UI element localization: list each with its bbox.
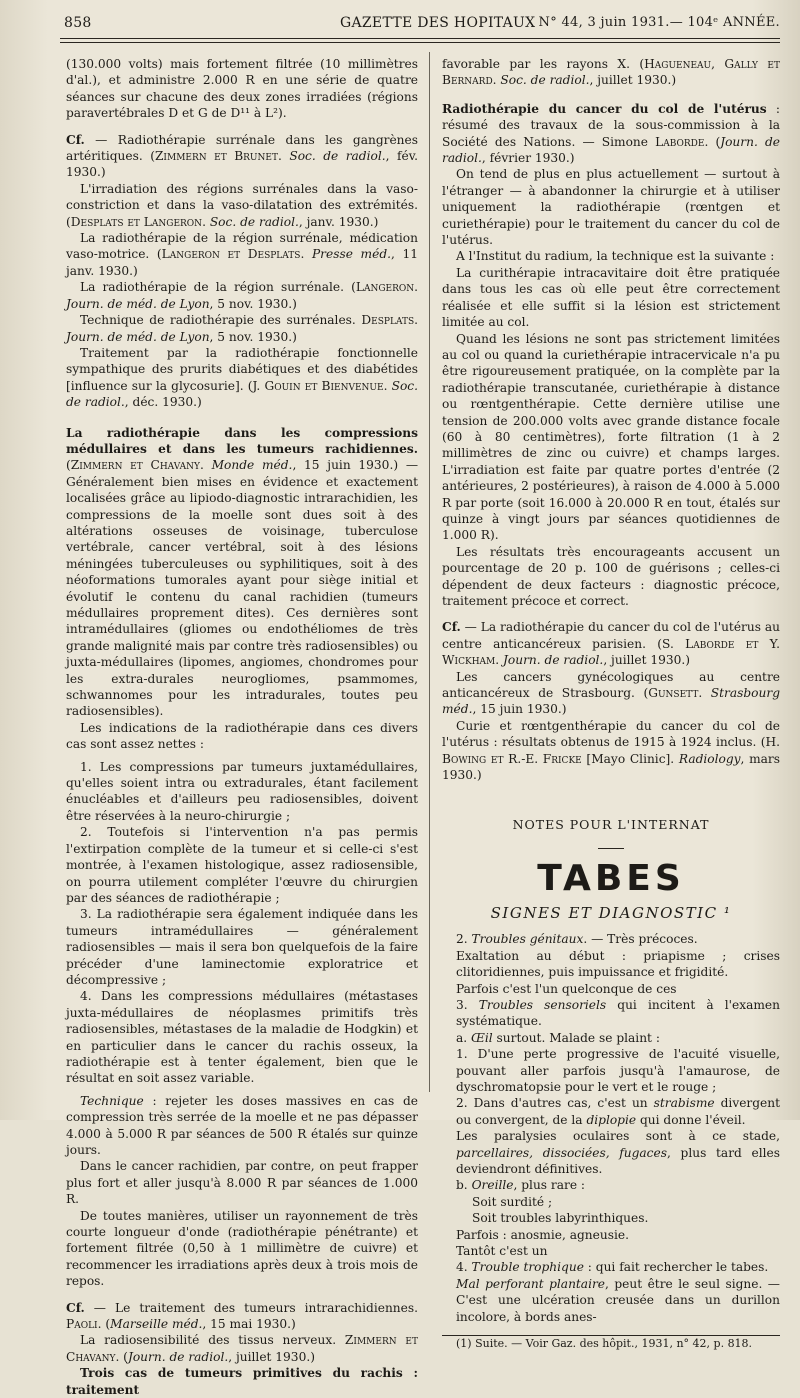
list-item: 2. Toutefois si l'intervention n'a pas permis l'extirpation complète de la tumeur et si celle-ci s'est montrée, à l'examen histologique, assez radiosensible, on pourra utilement compléter l'œuvre du chirurgien par des séances de radiothérapie ; xyxy=(66,825,418,905)
paragraph: Exaltation au début : priapisme ; crises clitoridiennes, puis impuissance et frigidité. xyxy=(456,948,780,980)
paragraph: Tantôt c'est un xyxy=(456,1244,548,1258)
list-item: 2. Dans d'autres cas, c'est un strabisme divergent ou convergent, de la diplopie qui donne l'éveil. xyxy=(456,1096,781,1127)
list-item: 3. Troubles sensoriels qui incitent à l'examen systématique. xyxy=(456,997,780,1029)
paragraph: Quand les lésions ne sont pas strictement limitées au col ou quand la curiethérapie intracervicale n'a pu être rigoureusement pratiquée, on la complète par la radiothérapie transcutanée, curiethérapie à distance ou rœntgenthérapie. Cette dernière utilise une tension de 200.000 volts avec grande distance focale (60 à 80 centimètres), forte filtration (1 à 2 millimètres de zinc ou cuivre) et champs larges. L'irradiation est faite par quatre portes d'entrée (2 antérieures, 2 postérieures), à raison de 4.000 à 5.000 R par porte (soit 16.000 à 20.000 R en tout, étalés sur quinze à vingt jours par séances quotidiennes de 1.000 R). xyxy=(442,331,780,543)
section-heading: La radiothérapie dans les compressions médullaires et dans les tumeurs rachidiennes. (Zimmern et Chavany. Monde méd., 15 juin 1930.) — Généralement bien mises en évidence et exactement localisées grâce au lipiodo-diagnostic intrarachidien, les compressions de la moelle sont dues soit à des altérations osseuses de voisinage, tuberculose vertébrale, cancer vertébral, soit à des lésions méningées tuberculeuses ou syphilitiques, soit à des néoformations tumorales ayant pour siège initial et évolutif le contenu du canal rachidien (tumeurs médullaires proprement dites). Ces dernières sont intramédullaires (gliomes ou endothéliomes de très grande malignité mais par contre très radiosensibles) ou juxta-médullaires (lipomes, angiomes, chondromes pour les extra-durales neurogliomes, psammomes, schwannomes pour les intradurales, toutes peu radiosensibles). xyxy=(66,425,419,719)
issue-info: N° 44, 3 juin 1931.— 104ᵉ ANNÉE. xyxy=(538,15,780,30)
paragraph: On tend de plus en plus actuellement — surtout à l'étranger — à abandonner la chirurgie et à utiliser uniquement la radiothérapie (rœntgen et curiethérapie) pour le traitement du cancer du col de l'utérus. xyxy=(442,167,780,248)
citation: Les cancers gynécologiques au centre anticancéreux de Strasbourg. (Gunsett. Strasbourg méd., 15 juin 1930.) xyxy=(442,669,780,717)
header-rule xyxy=(60,38,780,39)
list-item: 3. La radiothérapie sera également indiquée dans les tumeurs intramédullaires — généralement radiosensibles — mais il sera bon quelquefois de la faire précéder d'une laminectomie exploratrice et décompressive ; xyxy=(66,907,418,987)
paragraph: Les indications de la radiothérapie dans ces divers cas sont assez nettes : xyxy=(66,720,418,752)
article-title: TABES xyxy=(537,857,685,899)
paragraph: Parfois c'est l'un quelconque de ces xyxy=(456,981,677,996)
paragraph: La curithérapie intracavitaire doit être pratiquée dans tous les cas où elle peut être correctement réalisée et elle suffit si la lésion est strictement limitée au col. xyxy=(442,265,780,330)
citation: Cf. — La radiothérapie du cancer du col de l'utérus au centre anticancéreux parisien. (S. Laborde et Y. Wickham. Journ. de radiol., juillet 1930.) xyxy=(442,620,780,668)
citation: La radiothérapie de la région surrénale. (Langeron. Journ. de méd. de Lyon, 5 nov. 1930.) xyxy=(66,280,418,311)
article-body xyxy=(442,931,780,1325)
list-item: 4. Dans les compressions médullaires (métastases juxta-médullaires de néoplasmes primitifs très radiosensibles, métastases de la maladie de Hodgkin) et en particulier dans le cancer du rachis osseux, la radiothérapie est à tenter également, bien que le résultat en soit assez variable. xyxy=(66,989,418,1086)
header-rule-second xyxy=(60,42,780,43)
paragraph: Les paralysies oculaires sont à ce stade, parcellaires, dissociées, fugaces, plus tard elles deviendront définitives. xyxy=(456,1129,780,1176)
paragraph: De toutes manières, utiliser un rayonnement de très courte longueur d'onde (radiothérapie pénétrante) et fortement filtrée (0,50 à 1 millimètre de cuivre) et recommencer les irradiations après deux à trois mois de repos. xyxy=(66,1208,418,1289)
list-item: 4. Trouble trophique : qui fait rechercher le tabes. xyxy=(456,1260,769,1275)
paragraph: A l'Institut du radium, la technique est la suivante : xyxy=(456,249,775,264)
article-subtitle: SIGNES ET DIAGNOSTIC ¹ xyxy=(490,903,732,922)
list-item: b. Oreille, plus rare : xyxy=(456,1178,586,1193)
citation: L'irradiation des régions surrénales dans la vaso-constriction et dans la vaso-dilatation des extrémités. (Desplats et Langeron. Soc. de radiol., janv. 1930.) xyxy=(66,181,418,229)
short-rule xyxy=(598,848,624,849)
citation: La radiothérapie de la région surrénale, médication vaso-motrice. (Langeron et Desplats. Presse méd., 11 janv. 1930.) xyxy=(66,231,419,278)
footnote: (1) Suite. — Voir Gaz. des hôpit., 1931, n° 42, p. 818. xyxy=(456,1337,753,1351)
paragraph: Parfois : anosmie, agneusie. xyxy=(456,1227,629,1242)
list-item: Soit surdité ; xyxy=(472,1194,553,1209)
paragraph: Mal perforant plantaire, peut être le seul signe. — C'est une ulcération creusée dans un durillon incolore, à bords anes- xyxy=(456,1276,780,1324)
left-column xyxy=(66,56,419,1397)
section-heading: Trois cas de tumeurs primitives du rachis : traitement xyxy=(66,1366,418,1397)
list-item: 2. Troubles génitaux. — Très précoces. xyxy=(456,932,698,947)
right-column xyxy=(442,56,781,1351)
citation: La radiosensibilité des tissus nerveux. Zimmern et Chavany. (Journ. de radiol., juillet 1930.) xyxy=(66,1333,418,1364)
column-separator xyxy=(429,52,430,1092)
section-heading: Radiothérapie du cancer du col de l'utérus : résumé des travaux de la sous-commission à la Société des Nations. — Simone Laborde. (Journ. de radiol., février 1930.) xyxy=(442,101,780,166)
citation: Cf. — Radiothérapie surrénale dans les gangrènes artéritiques. (Zimmern et Brunet. Soc. de radiol., fév. 1930.) xyxy=(66,132,419,180)
paragraph: Les résultats très encourageants accusent un pourcentage de 20 p. 100 de guérisons ; celles-ci dépendent de deux facteurs : diagnostic précoce, traitement précoce et correct. xyxy=(442,544,780,608)
citation: Traitement par la radiothérapie fonctionnelle sympathique des prurits diabétiques et des diabétides [influence sur la glycosurie]. (J. Gouin et Bienvenue. Soc. de radiol., déc. 1930.) xyxy=(66,345,419,410)
paragraph: (130.000 volts) mais fortement filtrée (10 millimètres d'al.), et administre 2.000 R en une série de quatre séances sur chacune des deux zones irradiées (régions paravertébrales D et G de D¹¹ à L²). xyxy=(66,57,418,121)
list-item: 1. D'une perte progressive de l'acuité visuelle, pouvant aller parfois jusqu'à l'amaurose, de dyschromatopsie pour le vert et le rouge ; xyxy=(456,1047,780,1094)
page-header xyxy=(60,12,780,34)
citation: Curie et rœntgenthérapie du cancer du col de l'utérus : résultats obtenus de 1915 à 1924 inclus. (H. Bowing et R.-E. Fricke [Mayo Clinic]. Radiology, mars 1930.) xyxy=(442,718,781,783)
list-item: Soit troubles labyrinthiques. xyxy=(472,1211,649,1226)
list-item: a. Œil surtout. Malade se plaint : xyxy=(456,1030,660,1045)
page-number: 858 xyxy=(64,15,92,31)
citation: Cf. — Le traitement des tumeurs intrarachidiennes. Paoli. (Marseille méd., 15 mai 1930.) xyxy=(66,1300,418,1332)
paragraph: Dans le cancer rachidien, par contre, on peut frapper plus fort et aller jusqu'à 8.000 R par séances de 1.000 R. xyxy=(66,1159,418,1207)
list-item: 1. Les compressions par tumeurs juxtamédullaires, qu'elles soient intra ou extradurales, étant facilement énucléables et d'ailleurs peu radiosensibles, doivent être réservées à la neuro-chirurgie ; xyxy=(66,759,418,823)
journal-title: GAZETTE DES HOPITAUX xyxy=(340,15,536,31)
citation: favorable par les rayons X. (Hagueneau, Gally et Bernard. Soc. de radiol., juillet 1930.) xyxy=(442,57,780,88)
citation: Technique de radiothérapie des surrénales. Desplats. Journ. de méd. de Lyon, 5 nov. 1930.) xyxy=(66,313,418,344)
section-title: NOTES POUR L'INTERNAT xyxy=(512,817,710,833)
paragraph: Technique : rejeter les doses massives en cas de compression très serrée de la moelle et ne pas dépasser 4.000 à 5.000 R par séances de 500 R étalés sur quinze jours. xyxy=(66,1093,418,1157)
